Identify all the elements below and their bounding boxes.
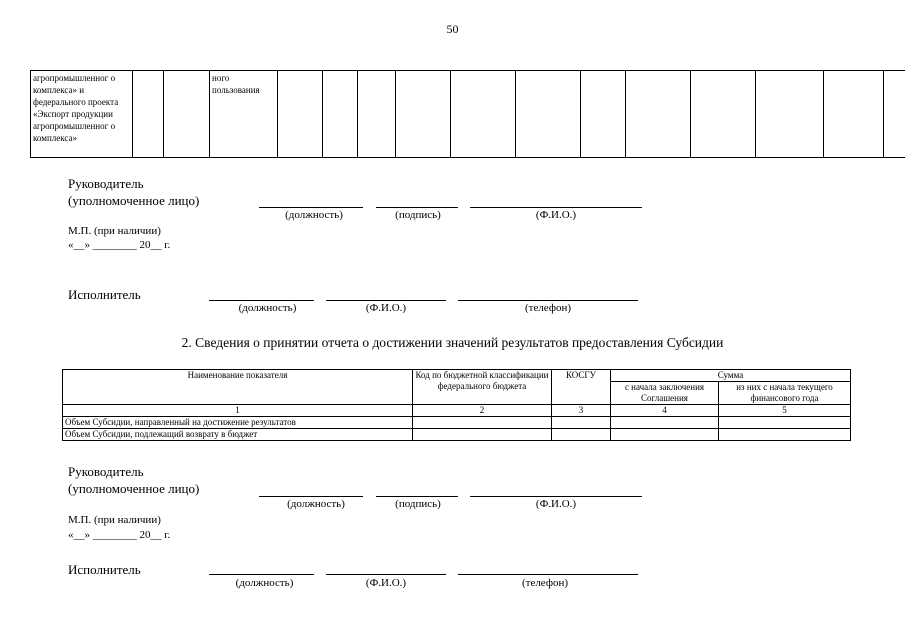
signature-line bbox=[376, 496, 458, 497]
caption-signature: (подпись) bbox=[395, 498, 441, 510]
top-table bbox=[30, 70, 905, 158]
table-cell bbox=[552, 429, 611, 441]
table-cell bbox=[323, 71, 358, 158]
exec-phone-line bbox=[458, 300, 638, 301]
table-cell bbox=[451, 71, 516, 158]
table-column-numbers bbox=[63, 405, 851, 417]
exec-name-line bbox=[326, 574, 446, 575]
stamp-note: М.П. (при наличии) bbox=[68, 514, 161, 526]
table-cell bbox=[611, 429, 719, 441]
page-number: 50 bbox=[446, 22, 459, 36]
table-cell bbox=[884, 71, 905, 158]
subsidy-report-table bbox=[62, 369, 851, 441]
caption-position: (должность) bbox=[285, 209, 343, 221]
caption-signature: (подпись) bbox=[395, 209, 441, 221]
table-cell bbox=[581, 71, 626, 158]
caption-position: (должность) bbox=[287, 498, 345, 510]
date-line: «__» ________ 20__ г. bbox=[68, 239, 171, 251]
column-number: 2 bbox=[413, 405, 552, 417]
table-cell bbox=[133, 71, 164, 158]
column-number: 4 bbox=[611, 405, 719, 417]
executor-label: Исполнитель bbox=[68, 562, 141, 577]
column-number: 5 bbox=[719, 405, 851, 417]
head-label-sub: (уполномоченное лицо) bbox=[68, 481, 200, 496]
header-kosgu: КОСГУ bbox=[552, 370, 611, 405]
name-line bbox=[470, 207, 642, 208]
exec-phone-line bbox=[458, 574, 638, 575]
table-cell bbox=[358, 71, 396, 158]
exec-caption-name: (Ф.И.О.) bbox=[365, 577, 407, 589]
name-line bbox=[470, 496, 642, 497]
position-line bbox=[259, 496, 363, 497]
executor-label: Исполнитель bbox=[68, 287, 141, 302]
exec-caption-name: (Ф.И.О.) bbox=[365, 302, 407, 314]
table-cell: ного пользования bbox=[210, 71, 278, 158]
table-cell bbox=[396, 71, 451, 158]
table-cell bbox=[164, 71, 210, 158]
header-budget-code: Код по бюджетной классификации федерального бюджета bbox=[413, 370, 552, 405]
signature-line bbox=[376, 207, 458, 208]
table-cell bbox=[278, 71, 323, 158]
exec-caption-phone: (телефон) bbox=[524, 302, 572, 314]
table-cell bbox=[719, 417, 851, 429]
table-cell bbox=[552, 417, 611, 429]
exec-caption-position: (должность) bbox=[238, 302, 297, 314]
row-label: Объем Субсидии, направленный на достижение результатов bbox=[63, 417, 413, 429]
position-line bbox=[259, 207, 363, 208]
table-cell bbox=[824, 71, 884, 158]
caption-name: (Ф.И.О.) bbox=[535, 498, 577, 510]
column-number: 1 bbox=[63, 405, 413, 417]
exec-name-line bbox=[326, 300, 446, 301]
exec-caption-position: (должность) bbox=[235, 577, 294, 589]
header-since-year: из них с начала текущего финансового года bbox=[719, 382, 851, 405]
table-header-row bbox=[63, 370, 851, 382]
table-cell bbox=[516, 71, 581, 158]
exec-caption-phone: (телефон) bbox=[521, 577, 569, 589]
stamp-note: М.П. (при наличии) bbox=[68, 225, 161, 237]
exec-position-line bbox=[209, 574, 314, 575]
table-row bbox=[63, 429, 851, 441]
table-row bbox=[63, 417, 851, 429]
table-cell bbox=[413, 429, 552, 441]
table-cell bbox=[756, 71, 824, 158]
date-line: «__» ________ 20__ г. bbox=[68, 529, 171, 541]
row-label: Объем Субсидии, подлежащий возврату в бюджет bbox=[63, 429, 413, 441]
table-cell bbox=[611, 417, 719, 429]
header-indicator: Наименование показателя bbox=[63, 370, 413, 405]
exec-position-line bbox=[209, 300, 314, 301]
header-sum: Сумма bbox=[611, 370, 851, 382]
head-label: Руководитель bbox=[68, 464, 144, 479]
head-label: Руководитель bbox=[68, 176, 144, 191]
table-cell bbox=[413, 417, 552, 429]
column-number: 3 bbox=[552, 405, 611, 417]
table-cell bbox=[719, 429, 851, 441]
table-row bbox=[31, 71, 905, 158]
section-title: 2. Сведения о принятии отчета о достижении значений результатов предоставления Субсидии bbox=[181, 335, 724, 350]
table-cell bbox=[691, 71, 756, 158]
header-since-agreement: с начала заключения Соглашения bbox=[611, 382, 719, 405]
head-label-sub: (уполномоченное лицо) bbox=[68, 193, 200, 208]
caption-name: (Ф.И.О.) bbox=[535, 209, 577, 221]
table-cell: агропромышленног о комплекса» и федерального проекта «Экспорт продукции агропромышленног о комплекса» bbox=[31, 71, 133, 158]
table-cell bbox=[626, 71, 691, 158]
